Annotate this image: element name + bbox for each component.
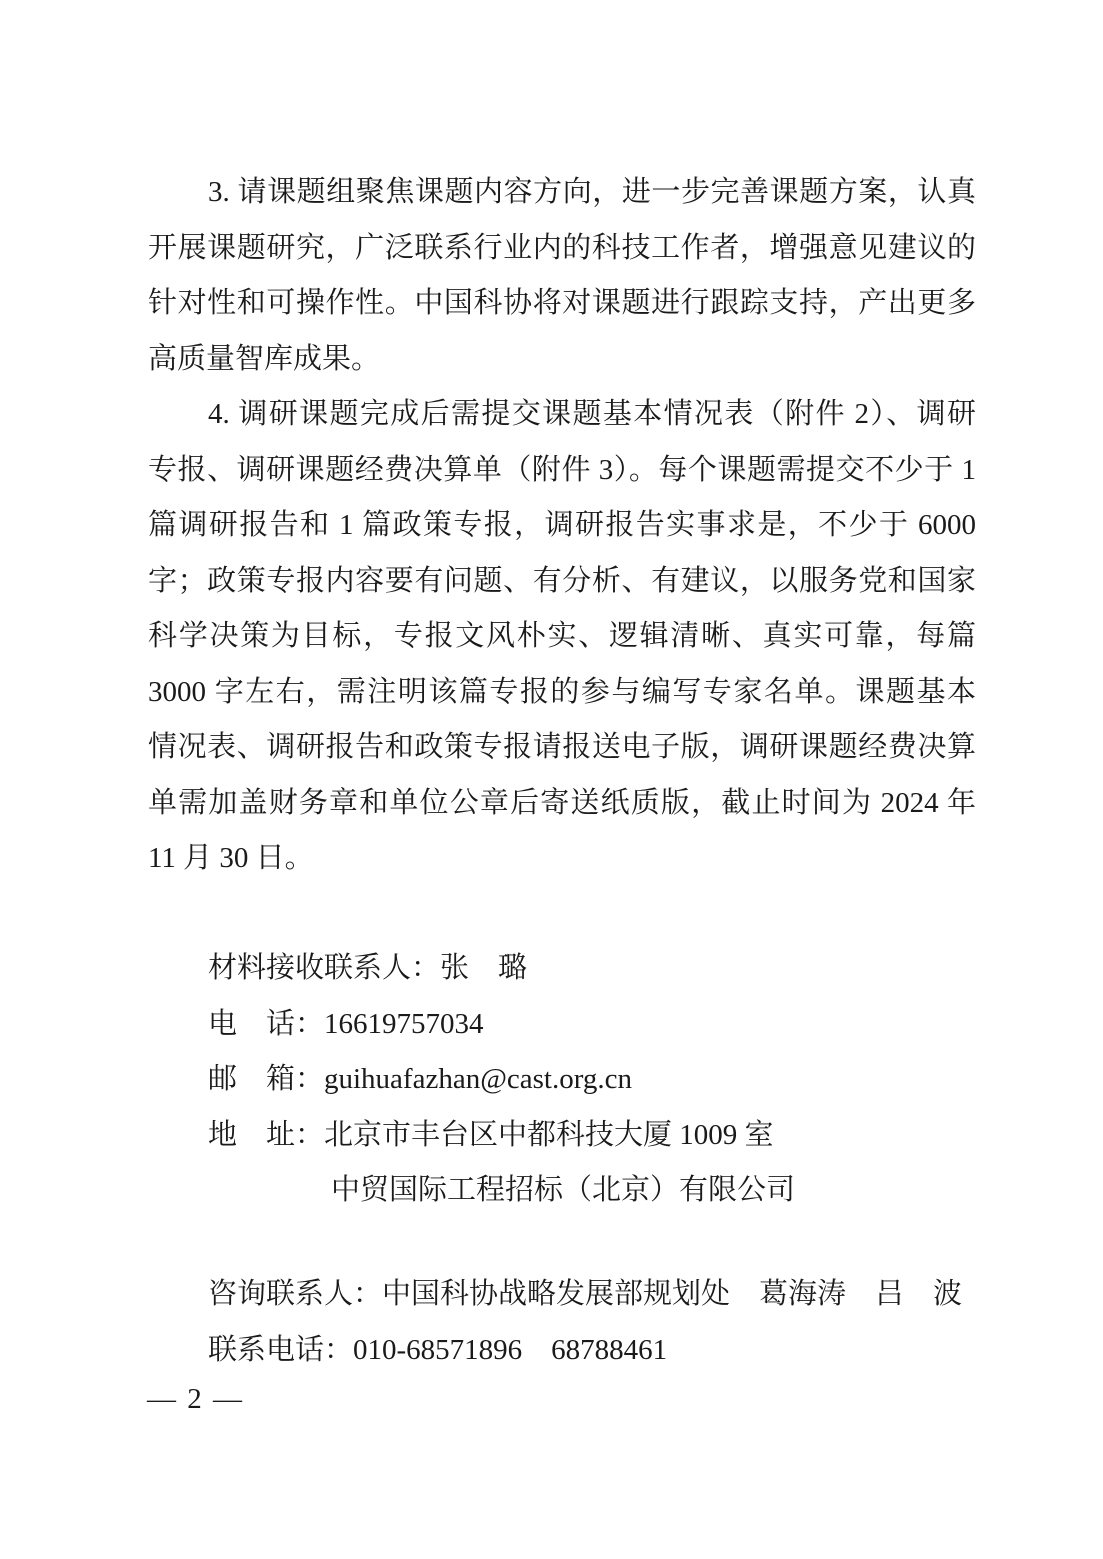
page-number: — 2 — [147, 1383, 244, 1415]
paragraph-line: 开展课题研究，广泛联系行业内的科技工作者，增强意见建议的 [148, 231, 976, 264]
consult-contact-block [148, 1267, 976, 1378]
paragraph-line: 篇调研报告和 1 篇政策专报，调研报告实事求是，不少于 6000 [148, 509, 976, 541]
paragraph-line: 情况表、调研报告和政策专报请报送电子版，调研课题经费决算 [148, 731, 976, 763]
paragraph-line: 高质量智库成果。 [148, 342, 381, 375]
paragraph-line: 11 月 30 日。 [148, 842, 314, 874]
paragraph-line: 科学决策为目标，专报文风朴实、逻辑清晰、真实可靠，每篇 [148, 620, 976, 652]
contact-address-line: 地 址：北京市丰台区中都科技大厦 1009 室 [208, 1118, 774, 1151]
material-contact-block [148, 941, 976, 1219]
contact-phone-line: 电 话：16619757034 [208, 1007, 484, 1040]
paragraph-line: 单需加盖财务章和单位公章后寄送纸质版，截止时间为 2024 年 [148, 786, 976, 819]
paragraph-line: 专报、调研课题经费决算单（附件 3）。每个课题需提交不少于 1 [148, 453, 976, 486]
contact-email-line: 邮 箱：guihuafazhan@cast.org.cn [208, 1063, 632, 1095]
page-footer [147, 1372, 244, 1428]
paragraph-line: 字；政策专报内容要有问题、有分析、有建议，以服务党和国家 [148, 564, 976, 597]
paragraph-item-4 [148, 387, 976, 887]
consult-phone-line: 联系电话：010-68571896 68788461 [208, 1333, 668, 1366]
document-body [148, 165, 976, 887]
contact-address-line-2: 中贸国际工程招标（北京）有限公司 [331, 1174, 796, 1206]
paragraph-item-3 [148, 165, 976, 387]
paragraph-line: 针对性和可操作性。中国科协将对课题进行跟踪支持，产出更多 [148, 287, 976, 319]
paragraph-line: 4. 调研课题完成后需提交课题基本情况表（附件 2）、调研 [208, 398, 976, 430]
paragraph-line: 3. 请课题组聚焦课题内容方向，进一步完善课题方案，认真 [208, 176, 976, 208]
contact-recipient-line: 材料接收联系人：张 璐 [208, 952, 528, 984]
paragraph-line: 3000 字左右，需注明该篇专报的参与编写专家名单。课题基本 [148, 675, 976, 708]
consult-contact-line: 咨询联系人：中国科协战略发展部规划处 葛海涛 吕 波 [208, 1278, 963, 1310]
